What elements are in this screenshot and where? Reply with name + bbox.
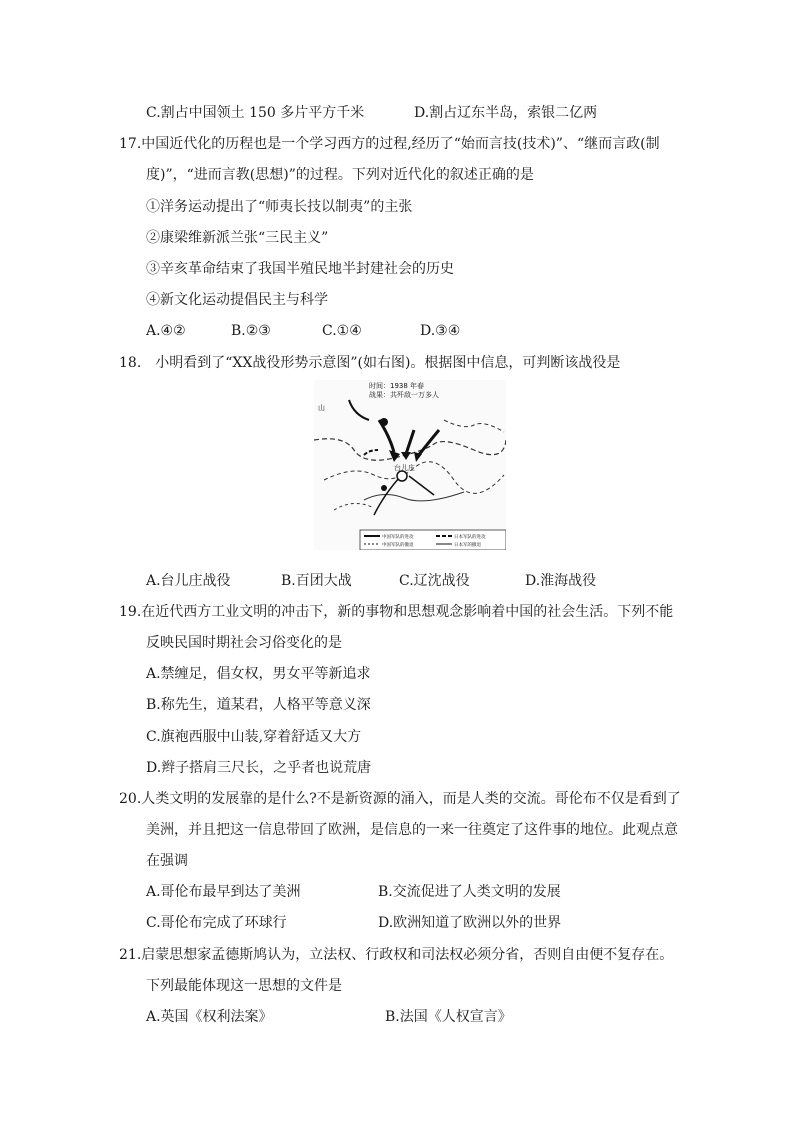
q18-option-a: A.台儿庄战役 — [146, 573, 231, 589]
q20-option-c: C.哥伦布完成了环球行 — [146, 915, 287, 931]
q17-item-2: ②康梁维新派兰张“三民主义” — [146, 230, 329, 246]
map-legend-1: 中国军队的进攻 — [382, 535, 414, 540]
q19-option-b: B.称先生，道某君，人格平等意义深 — [146, 697, 371, 713]
q17-item-4: ④新文化运动提倡民主与科学 — [146, 292, 328, 308]
map-result-label: 战果：共歼敌一万多人 — [369, 391, 439, 399]
q18-option-d: D.淮海战役 — [525, 573, 597, 589]
q17-option-c: C.①④ — [322, 323, 362, 339]
q20-option-d: D.欧洲知道了欧洲以外的世界 — [378, 915, 562, 931]
q17-stem-line1: 17.中国近代化的历程也是一个学习西方的过程,经历了“始而言技(技术)”、“继而言政(制 — [119, 136, 660, 152]
q16-option-d: D.割占辽东半岛，索银二亿两 — [414, 105, 598, 121]
map-place-main: 台儿庄 — [394, 464, 415, 472]
q17-option-b: B.②③ — [231, 323, 271, 339]
q21-stem-line1: 21.启蒙思想家孟德斯鸠认为，立法权、行政权和司法权必须分省，否则自由便不复存在。 — [119, 947, 674, 963]
q17-option-d: D.③④ — [420, 323, 461, 339]
q17-item-1: ①洋务运动提出了“师夷长技以制夷”的主张 — [146, 199, 413, 215]
q18-option-c: C.辽沈战役 — [399, 573, 470, 589]
q17-stem-line2: 度)”，“进而言教(思想)”的过程。下列对近代化的叙述正确的是 — [146, 167, 534, 183]
q21-option-b: B.法国《人权宣言》 — [385, 1009, 512, 1025]
q19-stem-line1: 19.在近代西方工业文明的冲击下，新的事物和思想观念影响着中国的社会生活。下列不能 — [119, 604, 674, 620]
q18-stem: 18. 小明看到了“XX战役形势示意图”(如右图)。根据图中信息，可判断该战役是 — [119, 355, 621, 371]
map-legend-3: 日本军队的进攻 — [454, 535, 486, 540]
q18-option-b: B.百团大战 — [281, 573, 352, 589]
q19-option-d: D.辫子搭肩三尺长，之乎者也说荒唐 — [146, 760, 372, 776]
q21-option-a: A.英国《权利法案》 — [146, 1009, 273, 1025]
q20-stem-line3: 在强调 — [146, 853, 188, 869]
q19-option-a: A.禁缠足，倡女权，男女平等新追求 — [146, 666, 371, 682]
map-time-label: 时间：1938 年春 — [369, 382, 425, 390]
q20-stem-line2: 美洲，并且把这一信息带回了欧洲，是信息的一来一往奠定了这件事的地位。此观点意 — [146, 822, 678, 838]
map-place-2: 山 — [318, 404, 325, 412]
q19-option-c: C.旗袍西服中山装,穿着舒适又大方 — [146, 729, 362, 745]
map-legend-2: 中国军队的撤退 — [382, 543, 414, 548]
q16-option-c: C.割占中国领土 150 多片平方千米 — [146, 105, 365, 121]
battle-map-figure — [314, 380, 506, 550]
q20-option-a: A.哥伦布最早到达了美洲 — [146, 884, 301, 900]
q17-item-3: ③辛亥革命结束了我国半殖民地半封建社会的历史 — [146, 261, 454, 277]
map-legend-4: 日本军的撤退 — [454, 543, 481, 548]
q20-option-b: B.交流促进了人类文明的发展 — [378, 884, 561, 900]
q21-stem-line2: 下列最能体现这一思想的文件是 — [146, 978, 342, 994]
q17-option-a: A.④② — [146, 323, 186, 339]
q19-stem-line2: 反映民国时期社会习俗变化的是 — [146, 635, 342, 651]
q20-stem-line1: 20.人类文明的发展靠的是什么?不是新资源的涌入，而是人类的交流。哥伦布不仅是看到了 — [119, 791, 681, 807]
